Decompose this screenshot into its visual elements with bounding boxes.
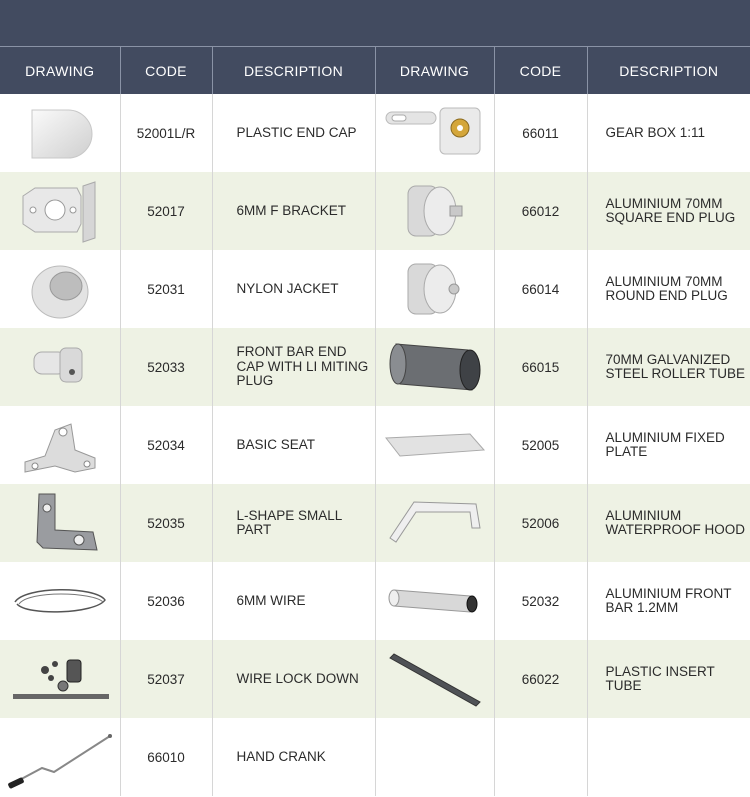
code-cell: 66011 — [494, 94, 587, 172]
code-cell: 52005 — [494, 406, 587, 484]
code-cell: 66022 — [494, 640, 587, 718]
drawing-cell — [0, 94, 120, 172]
header-drawing: DRAWING — [0, 47, 120, 95]
description-cell: ALUMINIUM WATERPROOF HOOD — [587, 484, 750, 562]
code-cell: 66015 — [494, 328, 587, 406]
table-row — [0, 250, 750, 328]
description-cell: WIRE LOCK DOWN — [212, 640, 375, 718]
drawing-cell — [375, 484, 494, 562]
drawing-cell — [375, 718, 494, 796]
round-end-plug-icon — [390, 254, 480, 324]
table-header-row — [0, 47, 750, 95]
description-cell: PLASTIC END CAP — [212, 94, 375, 172]
gear-box-icon — [380, 98, 490, 168]
drawing-cell — [0, 250, 120, 328]
header-code: CODE — [120, 47, 212, 95]
fixed-plate-icon — [380, 410, 490, 480]
waterproof-hood-icon — [380, 488, 490, 558]
code-cell: 52035 — [120, 484, 212, 562]
drawing-cell — [0, 484, 120, 562]
code-cell: 52006 — [494, 484, 587, 562]
parts-table — [0, 46, 750, 796]
roller-tube-icon — [380, 332, 490, 402]
code-cell: 52031 — [120, 250, 212, 328]
table-row — [0, 562, 750, 640]
drawing-cell — [375, 328, 494, 406]
front-bar-icon — [380, 566, 490, 636]
front-bar-end-cap-icon — [20, 332, 100, 402]
code-cell: 52032 — [494, 562, 587, 640]
hand-crank-icon — [2, 722, 117, 792]
nylon-jacket-icon — [20, 254, 100, 324]
code-cell: 66010 — [120, 718, 212, 796]
drawing-cell — [0, 718, 120, 796]
drawing-cell — [375, 172, 494, 250]
description-cell: NYLON JACKET — [212, 250, 375, 328]
wire-lock-icon — [5, 644, 115, 714]
code-cell: 52001L/R — [120, 94, 212, 172]
table-row — [0, 328, 750, 406]
basic-seat-icon — [15, 410, 105, 480]
bracket-icon — [15, 176, 105, 246]
description-cell: L-SHAPE SMALL PART — [212, 484, 375, 562]
description-cell: ALUMINIUM FRONT BAR 1.2MM — [587, 562, 750, 640]
drawing-cell — [375, 250, 494, 328]
drawing-cell — [0, 406, 120, 484]
description-cell: HAND CRANK — [212, 718, 375, 796]
code-cell: 52033 — [120, 328, 212, 406]
header-description: DESCRIPTION — [587, 47, 750, 95]
l-shape-part-icon — [15, 488, 105, 558]
code-cell: 52034 — [120, 406, 212, 484]
drawing-cell — [375, 406, 494, 484]
description-cell: 70MM GALVANIZED STEEL ROLLER TUBE — [587, 328, 750, 406]
drawing-cell — [0, 328, 120, 406]
description-cell: GEAR BOX 1:11 — [587, 94, 750, 172]
wire-coil-icon — [5, 566, 115, 636]
code-cell: 66014 — [494, 250, 587, 328]
code-cell: 52017 — [120, 172, 212, 250]
description-cell: ALUMINIUM 70MM ROUND END PLUG — [587, 250, 750, 328]
header-code: CODE — [494, 47, 587, 95]
table-row — [0, 484, 750, 562]
drawing-cell — [375, 640, 494, 718]
code-cell: 66012 — [494, 172, 587, 250]
drawing-cell — [375, 94, 494, 172]
header-drawing: DRAWING — [375, 47, 494, 95]
insert-tube-icon — [380, 644, 490, 714]
drawing-cell — [375, 562, 494, 640]
header-description: DESCRIPTION — [212, 47, 375, 95]
table-row — [0, 94, 750, 172]
description-cell — [587, 718, 750, 796]
table-row — [0, 406, 750, 484]
code-cell: 52036 — [120, 562, 212, 640]
description-cell: BASIC SEAT — [212, 406, 375, 484]
description-cell: 6MM F BRACKET — [212, 172, 375, 250]
description-cell: PLASTIC INSERT TUBE — [587, 640, 750, 718]
description-cell: FRONT BAR END CAP WITH LI MITING PLUG — [212, 328, 375, 406]
table-row — [0, 640, 750, 718]
drawing-cell — [0, 172, 120, 250]
description-cell: 6MM WIRE — [212, 562, 375, 640]
square-end-plug-icon — [390, 176, 480, 246]
table-row — [0, 718, 750, 796]
code-cell — [494, 718, 587, 796]
table-row — [0, 172, 750, 250]
top-banner — [0, 0, 750, 46]
drawing-cell — [0, 562, 120, 640]
drawing-cell — [0, 640, 120, 718]
code-cell: 52037 — [120, 640, 212, 718]
description-cell: ALUMINIUM 70MM SQUARE END PLUG — [587, 172, 750, 250]
description-cell: ALUMINIUM FIXED PLATE — [587, 406, 750, 484]
plastic-end-cap-icon — [20, 98, 100, 168]
